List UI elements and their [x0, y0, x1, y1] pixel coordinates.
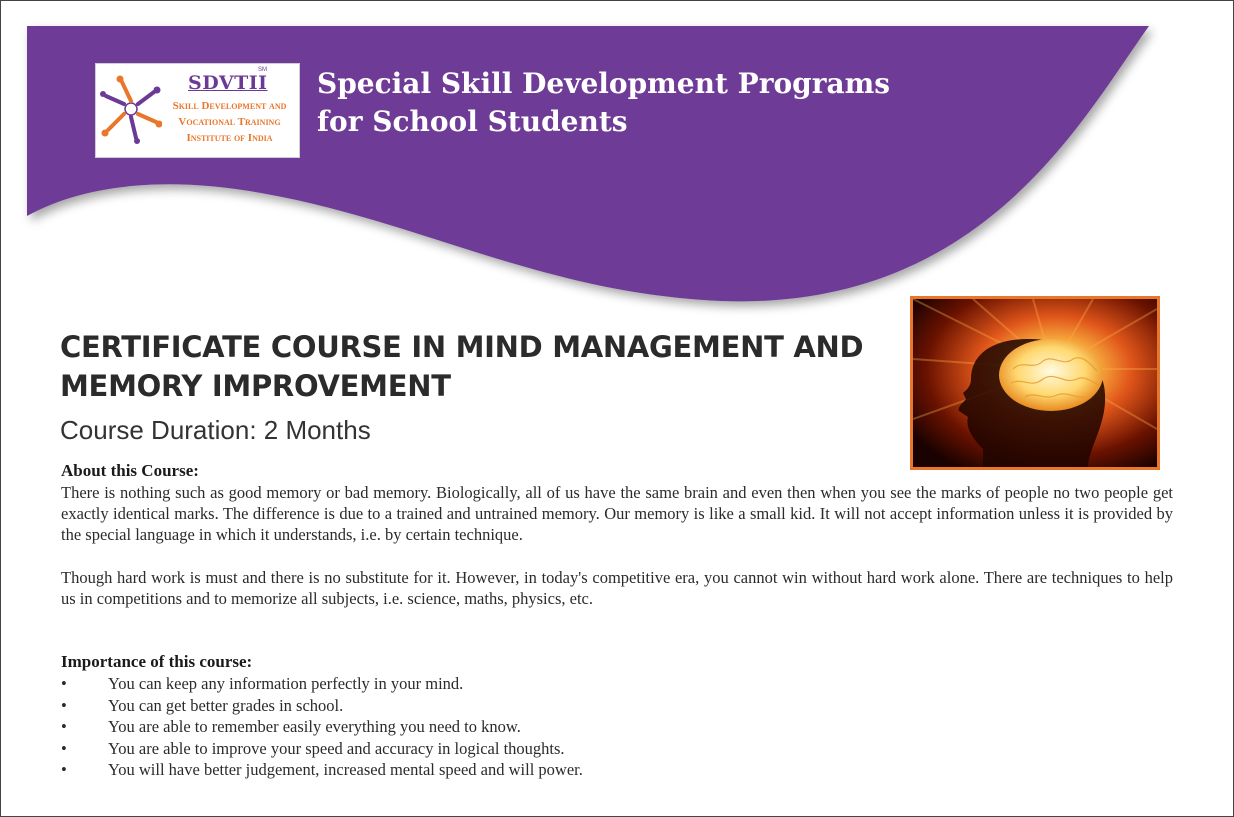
course-duration: Course Duration: 2 Months — [60, 415, 371, 445]
bullet-icon: • — [61, 674, 67, 693]
bullet-icon: • — [61, 760, 67, 780]
list-item-text: You can keep any information perfectly in your mind. — [108, 674, 464, 693]
importance-heading: Importance of this course: — [61, 652, 253, 671]
logo — [95, 63, 300, 158]
list-item-text: You will have better judgement, increased mental speed and will power. — [108, 760, 583, 780]
about-heading: About this Course: — [61, 461, 199, 480]
people-circle-icon — [100, 74, 162, 144]
logo-line-2: Vocational Training — [178, 116, 281, 128]
banner-title — [317, 65, 890, 141]
about-paragraph-1: There is nothing such as good memory or bad memory. Biologically, all of us have the same brain and even then when you see the marks of people no two people get exactly identical marks. The difference is due to a trained and untrained memory. Our memory is like a small kid. It will not accept information unless it is provided by the special language in which it understands, i.e. by certain technique. — [61, 483, 1173, 544]
list-item — [61, 738, 583, 760]
logo-line-1: Skill Development and — [172, 100, 287, 112]
banner-wave-background — [1, 1, 1233, 321]
brain-illustration-icon — [913, 299, 1157, 467]
list-item — [61, 759, 583, 781]
list-item — [61, 673, 583, 695]
list-item-text: You are able to remember easily everything you need to know. — [108, 717, 521, 737]
list-item-text: You are able to improve your speed and accuracy in logical thoughts. — [108, 738, 565, 758]
bullet-icon: • — [61, 738, 67, 758]
importance-list — [61, 673, 583, 781]
banner-title-line-2: for School Students — [317, 105, 628, 138]
course-title-line-1: CERTIFICATE COURSE IN MIND MANAGEMENT AND — [60, 330, 864, 364]
about-paragraph-2: Though hard work is must and there is no substitute for it. However, in today's competitive era, you cannot win without hard work alone. There are techniques to help us in competitions and to memorize all subjects, i.e. science, maths, physics, etc. — [61, 568, 1173, 608]
banner-title-line-1: Special Skill Development Programs — [317, 67, 891, 100]
logo-subtitle — [162, 98, 297, 146]
course-title-line-2: MEMORY IMPROVEMENT — [60, 369, 451, 403]
bullet-icon: • — [61, 717, 67, 737]
list-item-text: You can get better grades in school. — [108, 695, 344, 715]
logo-line-3: Institute of India — [186, 132, 273, 144]
list-item — [61, 716, 583, 738]
course-title — [60, 328, 910, 406]
list-item — [61, 695, 583, 717]
logo-brand: SDVTII — [188, 72, 268, 94]
bullet-icon: • — [61, 695, 67, 715]
glowing-brain-image — [910, 296, 1160, 470]
logo-sm-mark: SM — [258, 67, 267, 73]
